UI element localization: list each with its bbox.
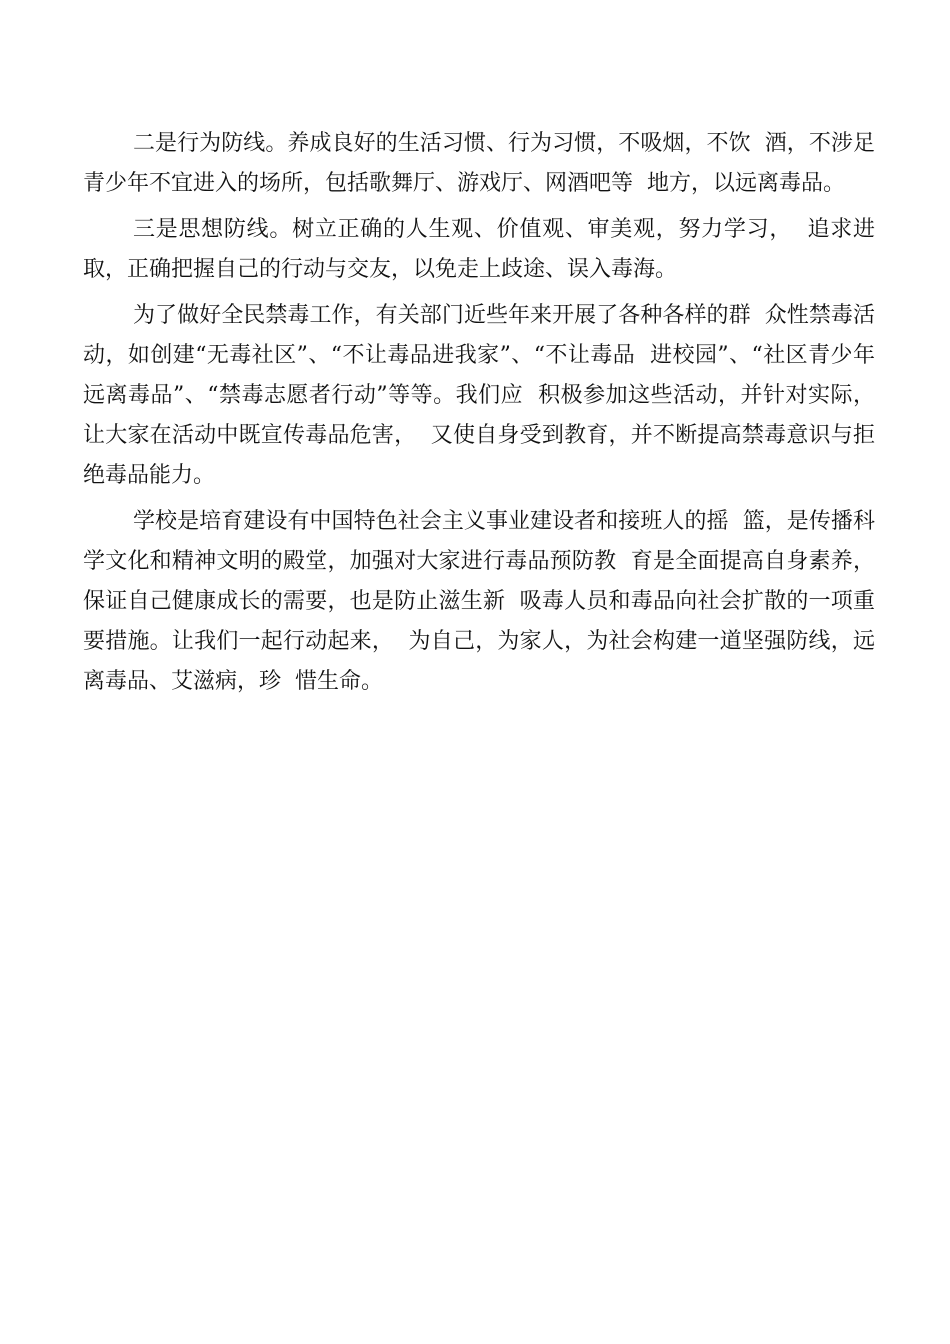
paragraph-behavior-defense: 二是行为防线。养成良好的生活习惯、行为习惯，不吸烟，不饮 酒，不涉足青少年不宜进入的场所，包括歌舞厅、游戏厅、网酒吧等 地方，以远离毒品。 (83, 131, 875, 196)
paragraph-school-education: 学校是培育建设有中国特色社会主义事业建设者和接班人的摇 篮，是传播科学文化和精神文明的殿堂，加强对大家进行毒品预防教 育是全面提高自身素养，保证自己健康成长的需要，也是防止滋生新 吸毒人员和毒品向社会扩散的一项重要措施。让我们一起行动起来， 为自己，为家人，为社会构建一道坚强防线，远离毒品、艾滋病，珍 惜生命。 (83, 509, 875, 694)
paragraph-thought-defense: 三是思想防线。树立正确的人生观、价值观、审美观，努力学习， 追求进取，正确把握自己的行动与交友，以免走上歧途、误入毒海。 (83, 217, 875, 282)
paragraph-anti-drug-activities: 为了做好全民禁毒工作，有关部门近些年来开展了各种各样的群 众性禁毒活动，如创建“无毒社区”、“不让毒品进我家”、“不让毒品 进校园”、“社区青少年远离毒品”、“禁毒志愿者行动”等等。我们应 积极参加这些活动，并针对实际，让大家在活动中既宣传毒品危害， 又使自身受到教育，并不断提高禁毒意识与拒绝毒品能力。 (83, 303, 875, 488)
document-body (83, 124, 875, 708)
